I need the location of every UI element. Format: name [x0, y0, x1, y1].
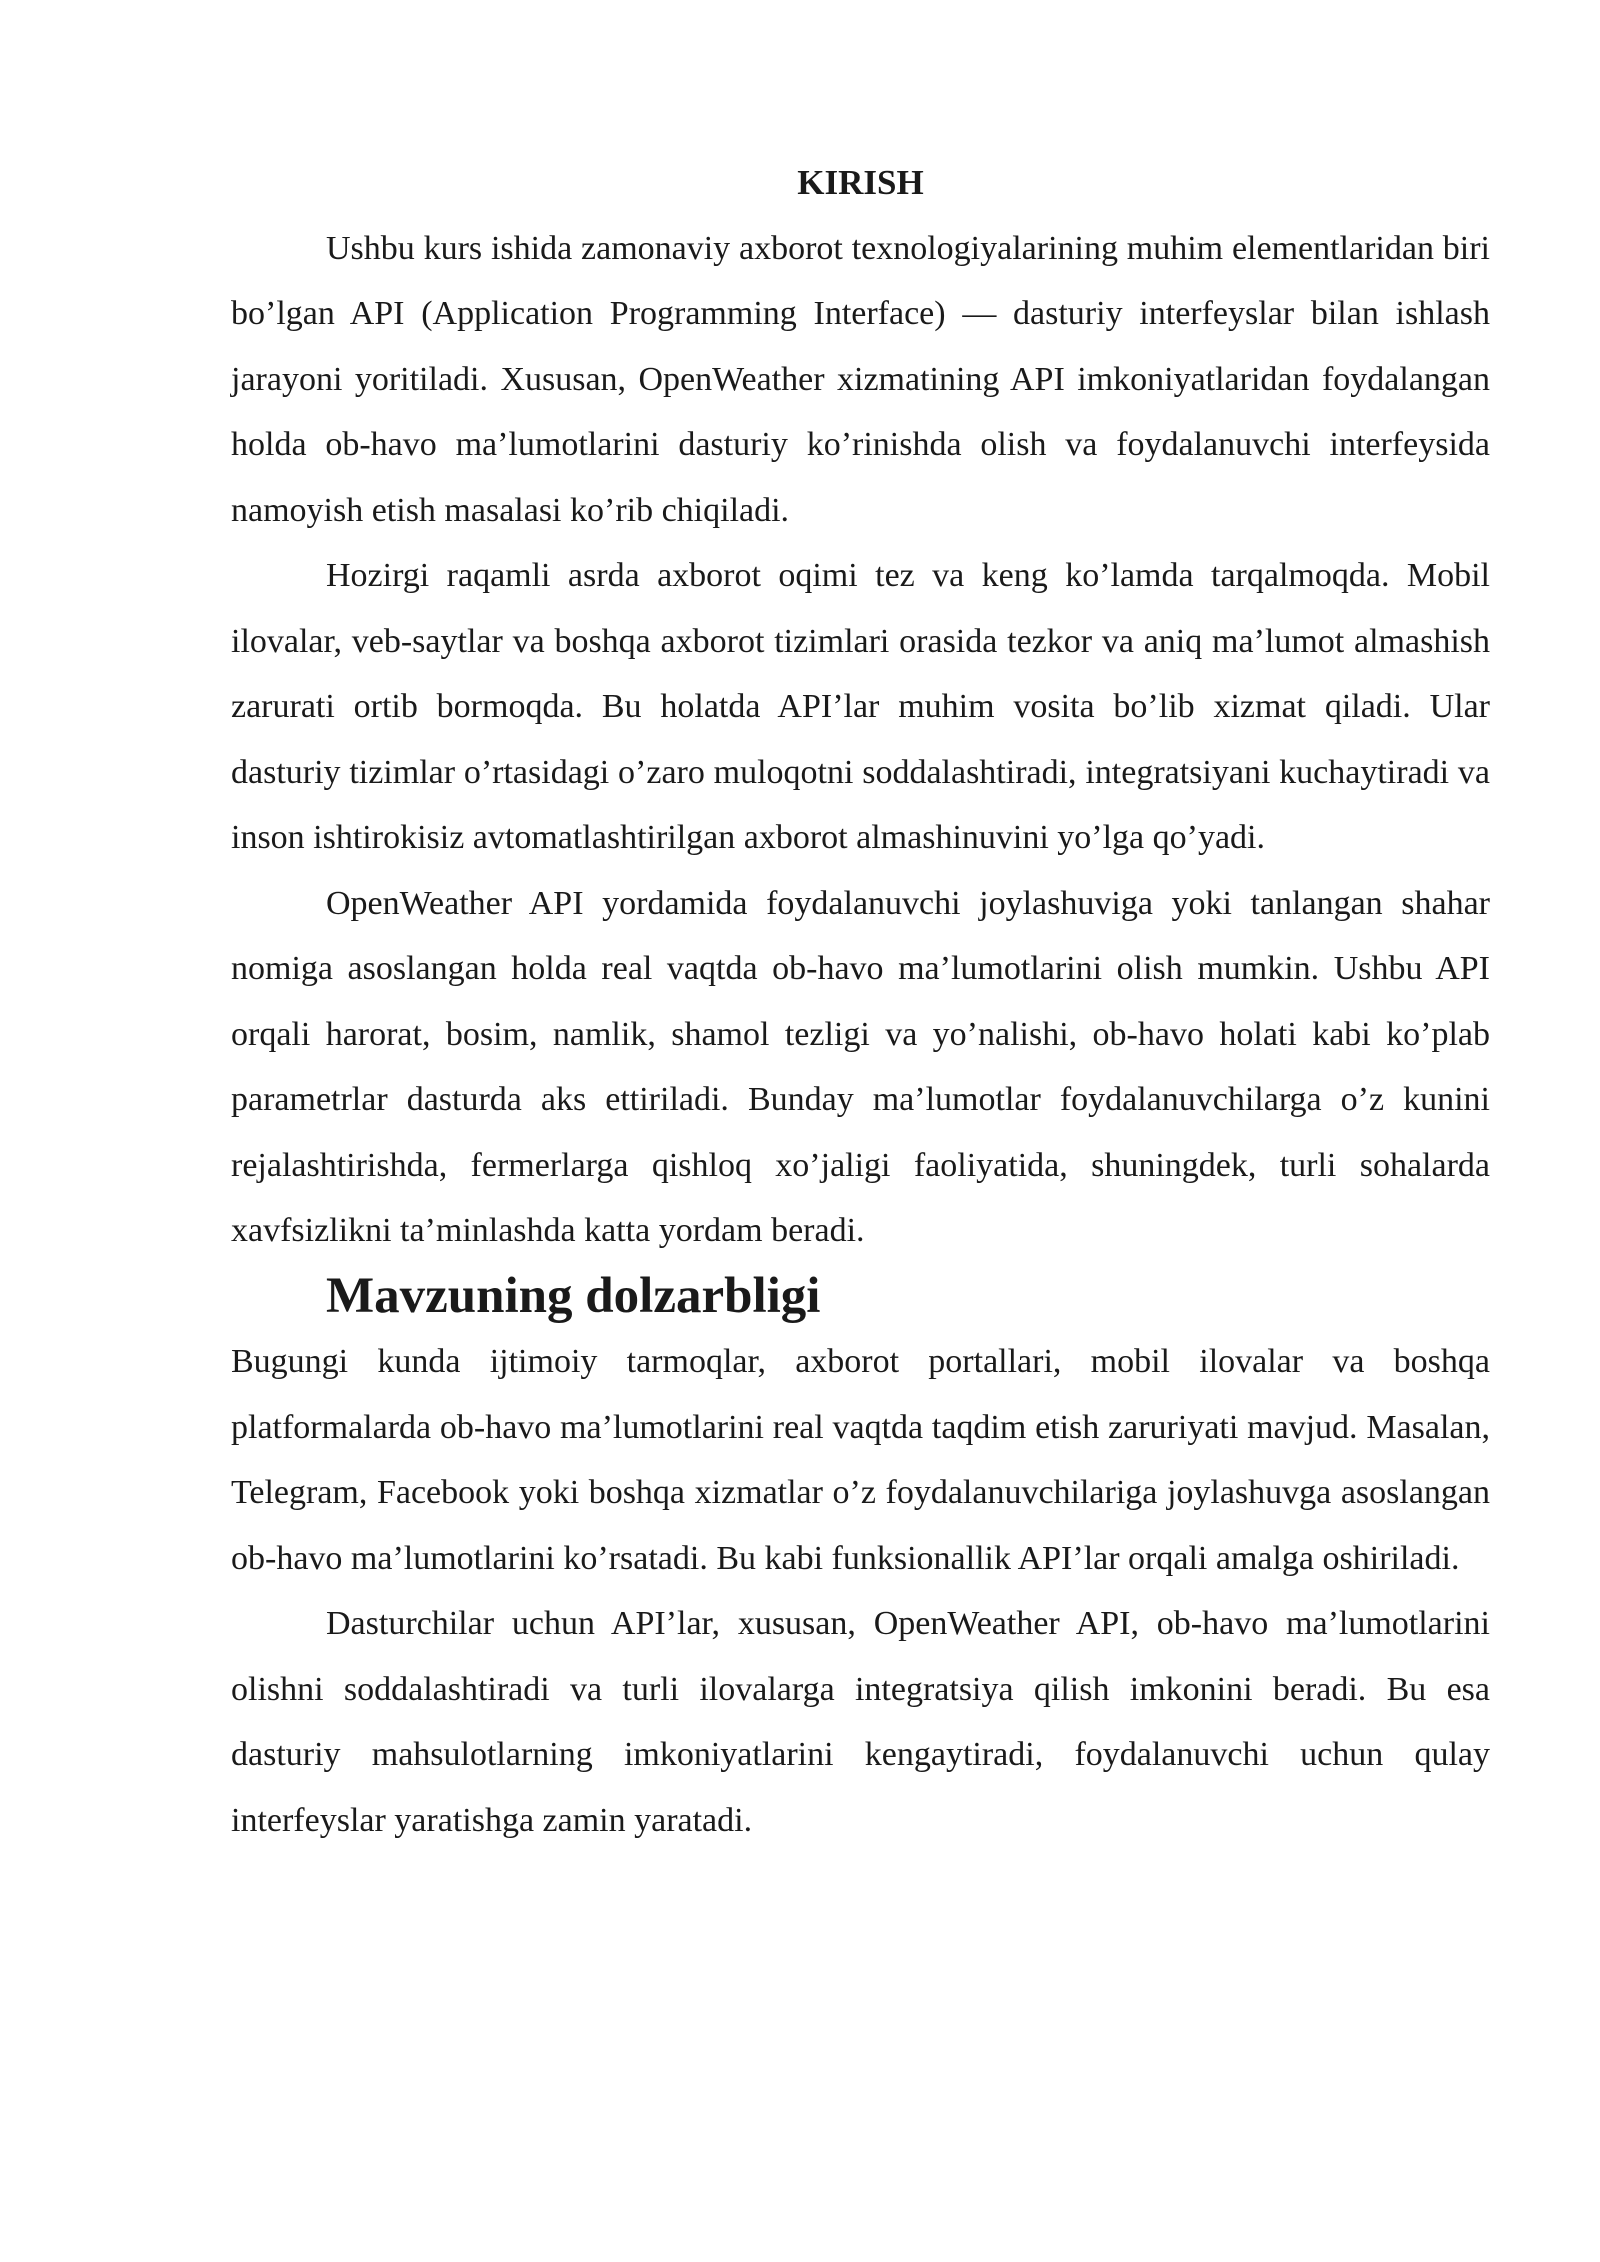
relevance-paragraph-2: Dasturchilar uchun API’lar, xususan, OpenWeather API, ob-havo ma’lumotlarini olishni soddalashtiradi va turli ilovalarga integratsiya qilish imkonini beradi. Bu esa dasturiy mahsulotlarning imkoniyatlarini kengaytiradi, foydalanuvchi uchun qulay interfeyslar yaratishga zamin yaratadi.: [231, 1605, 1490, 1839]
page-title: KIRISH: [797, 163, 924, 202]
relevance-paragraph-1: Bugungi kunda ijtimoiy tarmoqlar, axborot portallari, mobil ilovalar va boshqa platformalarda ob-havo ma’lumotlarini real vaqtda taqdim etish zaruriyati mavjud. Masalan, Telegram, Facebook yoki boshqa xizmatlar o’z foydalanuvchilariga joylashuvga asoslangan ob-havo ma’lumotlarini ko’rsatadi. Bu kabi funksionallik API’lar orqali amalga oshiriladi.: [231, 1343, 1490, 1577]
section-heading: Mavzuning dolzarbligi: [326, 1267, 821, 1324]
document-body: [231, 150, 1490, 1853]
intro-paragraph-1: Ushbu kurs ishida zamonaviy axborot texnologiyalarining muhim elementlaridan biri bo’lgan API (Application Programming Interface) — dasturiy interfeyslar bilan ishlash jarayoni yoritiladi. Xususan, OpenWeather xizmatining API imkoniyatlaridan foydalangan holda ob-havo ma’lumotlarini dasturiy ko’rinishda olish va foydalanuvchi interfeysida namoyish etish masalasi ko’rib chiqiladi.: [231, 229, 1490, 529]
intro-paragraph-2: Hozirgi raqamli asrda axborot oqimi tez va keng ko’lamda tarqalmoqda. Mobil ilovalar, veb-saytlar va boshqa axborot tizimlari orasida tezkor va aniq ma’lumot almashish zarurati ortib bormoqda. Bu holatda API’lar muhim vosita bo’lib xizmat qiladi. Ular dasturiy tizimlar o’rtasidagi o’zaro muloqotni soddalashtiradi, integratsiyani kuchaytiradi va inson ishtirokisiz avtomatlashtirilgan axborot almashinuvini yo’lga qo’yadi.: [231, 557, 1490, 856]
intro-paragraph-3: OpenWeather API yordamida foydalanuvchi joylashuviga yoki tanlangan shahar nomiga asoslangan holda real vaqtda ob-havo ma’lumotlarini olish mumkin. Ushbu API orqali harorat, bosim, namlik, shamol tezligi va yo’nalishi, ob-havo holati kabi ko’plab parametrlar dasturda aks ettiriladi. Bunday ma’lumotlar foydalanuvchilarga o’z kunini rejalashtirishda, fermerlarga qishloq xo’jaligi faoliyatida, shuningdek, turli sohalarda xavfsizlikni ta’minlashda katta yordam beradi.: [231, 884, 1490, 1249]
